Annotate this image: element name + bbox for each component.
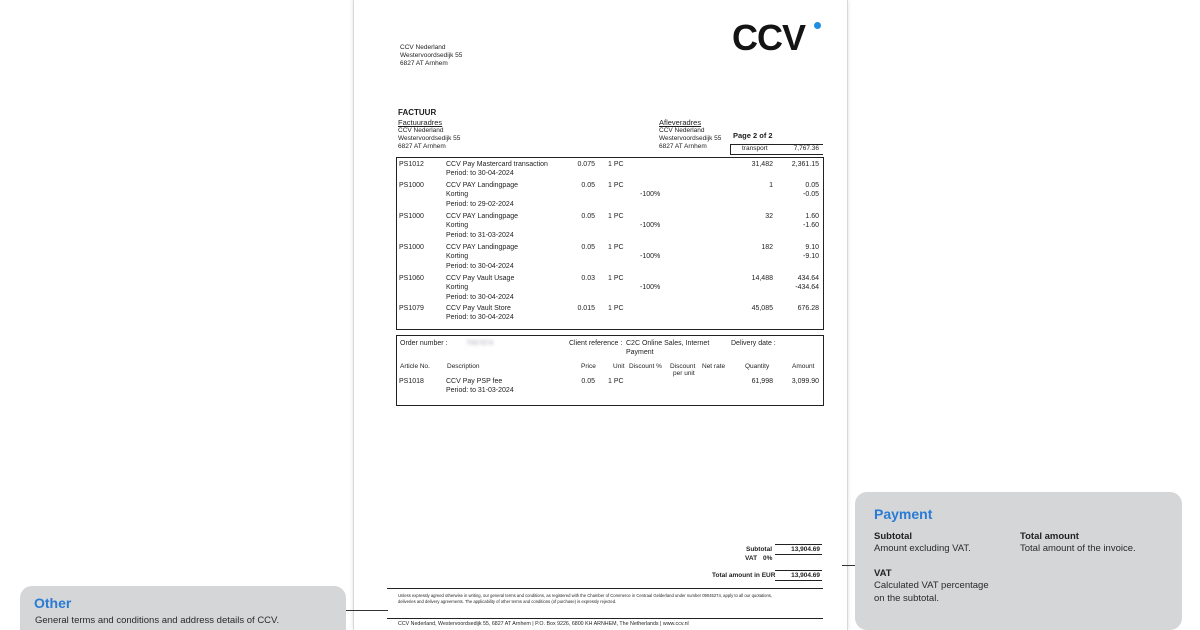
item-description-line: CCV PAY Landingpage [446,213,518,220]
item-description-line: Period: to 30-04-2024 [446,262,514,270]
header-discount-pct: Discount % [629,363,662,370]
item-amount: -434.64 [795,284,819,291]
item-quantity: 14,488 [751,275,773,282]
payment-vat-text [874,580,989,605]
item-description-line: Period: to 30-04-2024 [446,170,514,178]
item-description-line: Korting [446,191,469,199]
item-article: PS1012 [399,161,424,168]
invoice-items-table [396,157,824,330]
subtotal-value: 13,904.69 [791,546,820,553]
payment-annotation-card [855,492,1182,630]
terms-line: Unless expressly agreed otherwise in writing, our general terms and conditions, as registered with the Chamber of Commerce in Centraal Gelderland under number 09045274, apply to all our quotations, [398,593,773,598]
other-text: General terms and conditions and address details of CCV. [35,615,280,626]
delivery-line: CCV Nederland [659,127,705,134]
header-discount-unit-2: per unit [673,370,695,377]
order-item-article: PS1018 [399,378,424,385]
ccv-logo [732,17,806,58]
item-amount: -0.05 [803,191,819,198]
item-description-line: CCV Pay Vault Usage [446,275,515,282]
order-item-amount: 3,099.90 [791,378,819,385]
item-description [446,181,518,209]
item-unit: 1 PC [608,305,624,312]
terms-text [398,593,772,605]
item-description-line: Korting [446,222,469,230]
item-description-line: Korting [446,253,469,261]
item-description-line: Period: to 31-03-2024 [446,231,514,239]
order-item-description [446,377,514,396]
header-price: Price [581,363,596,370]
item-amount: 0.05 [805,182,819,189]
payment-vat-text-line: on the subtotal. [874,592,939,604]
item-quantity: 32 [765,213,773,220]
subtotal-bottom-rule [775,554,822,555]
item-amount: 676.28 [797,305,819,312]
sender-address [400,44,462,68]
transport-label: transport [742,145,768,152]
total-top-rule [775,570,822,571]
item-unit: 1 PC [608,161,624,168]
transport-value: 7,767.36 [793,145,819,152]
item-quantity: 45,085 [751,305,773,312]
order-item-description-line: Period: to 31-03-2024 [446,387,514,395]
order-number-label: Order number : [400,340,448,347]
item-price: 0.03 [581,275,595,282]
payment-title: Payment [874,506,933,522]
order-number-value [466,339,493,348]
delivery-date-label: Delivery date : [731,340,776,347]
vat-label: VAT [745,555,758,562]
subtotal-label: Subtotal [746,546,772,553]
item-description-line: CCV PAY Landingpage [446,182,518,189]
sender-line: CCV Nederland [400,44,446,51]
delivery-heading: Afleveradres [659,118,702,127]
page-number: Page 2 of 2 [733,131,773,140]
client-reference-value-cont: Payment [626,349,654,356]
item-quantity: 182 [761,244,773,251]
item-amount: -1.60 [803,222,819,229]
logo-text: CCV [732,17,806,58]
item-description-line: Korting [446,284,469,292]
payment-vat-text-line: Calculated VAT percentage [874,580,989,591]
vat-rate: 0% [763,555,773,562]
payment-total-heading: Total amount [1020,531,1079,542]
sender-line: 6827 AT Arnhem [400,60,448,67]
item-price: 0.05 [581,213,595,220]
item-price: 0.05 [581,244,595,251]
footer-top-rule [387,588,823,589]
item-description-line: Period: to 30-04-2024 [446,314,514,322]
item-description [446,304,514,323]
item-article: PS1000 [399,213,424,220]
total-bottom-rule [775,580,822,581]
client-reference-label: Client reference : [569,340,623,347]
other-annotation-card [20,586,346,630]
item-description-line: CCV PAY Landingpage [446,244,518,251]
footer-mid-rule [387,618,823,619]
item-description [446,160,548,179]
item-description-line: CCV Pay Vault Store [446,305,511,312]
item-amount: 1.60 [805,213,819,220]
item-price: 0.075 [577,161,595,168]
order-number-redacted: 7567874 [466,340,494,347]
transport-left-rule [730,144,731,154]
header-net-rate: Net rate [702,363,726,370]
item-amount: 9.10 [805,244,819,251]
payment-subtotal-heading: Subtotal [874,531,912,542]
item-unit: 1 PC [608,244,624,251]
billing-heading: Factuuradres [398,118,443,127]
billing-line: CCV Nederland [398,127,444,134]
item-price: 0.05 [581,182,595,189]
header-discount-unit: Discount [670,363,696,370]
order-details-table [396,335,824,406]
order-item-quantity: 61,998 [751,378,773,385]
item-description-line: CCV Pay Mastercard transaction [446,161,548,168]
order-item-description-line: CCV Pay PSP fee [446,378,503,385]
item-article: PS1079 [399,305,424,312]
subtotal-top-rule [775,544,822,545]
order-item-price: 0.05 [581,378,595,385]
item-description [446,243,518,271]
item-price: 0.015 [577,305,595,312]
delivery-line: 6827 AT Arnhem [659,143,707,150]
item-article: PS1000 [399,244,424,251]
item-amount: 2,361.15 [791,161,819,168]
header-description: Description [447,363,480,370]
item-unit: 1 PC [608,213,624,220]
header-unit: Unit [613,363,625,370]
other-connector [345,610,388,611]
item-article: PS1000 [399,182,424,189]
billing-line: Westervoordsedijk 55 [398,135,461,142]
delivery-address [659,118,721,151]
transport-bottom-rule [730,154,823,155]
billing-address [398,118,460,151]
item-description [446,212,518,240]
item-quantity: 31,482 [751,161,773,168]
header-quantity: Quantity [745,363,770,370]
item-discount: -100% [640,253,661,260]
item-discount: -100% [640,191,661,198]
delivery-line: Westervoordsedijk 55 [659,135,722,142]
invoice-page [353,0,848,630]
item-article: PS1060 [399,275,424,282]
item-unit: 1 PC [608,182,624,189]
other-title: Other [34,595,72,611]
item-unit: 1 PC [608,275,624,282]
item-description-line: Period: to 30-04-2024 [446,293,514,301]
item-discount: -100% [640,284,661,291]
total-value: 13,904.69 [791,572,820,579]
header-article: Article No. [400,363,430,370]
sender-line: Westervoordsedijk 55 [400,52,463,59]
terms-line: deliveries and delivery agreements. The applicability of other terms and conditions (of purchase) is expressly rejected. [398,599,617,604]
payment-vat-heading: VAT [874,568,892,579]
header-amount: Amount [792,363,815,370]
billing-line: 6827 AT Arnhem [398,143,446,150]
footer-address: CCV Nederland, Westervoordsedijk 55, 6827 AT Arnhem | P.O. Box 9226, 6800 KH ARNHEM, The Netherlands | www.ccv.nl [398,621,689,627]
logo-dot [814,22,821,29]
item-description-line: Period: to 29-02-2024 [446,200,514,208]
payment-total-text: Total amount of the invoice. [1020,543,1136,554]
document-title: FACTUUR [398,108,437,117]
client-reference-value: C2C Online Sales, Internet [626,340,710,347]
item-quantity: 1 [769,182,773,189]
item-discount: -100% [640,222,661,229]
total-label: Total amount in EUR [712,572,776,579]
order-item-unit: 1 PC [608,378,624,385]
item-amount: -9.10 [803,253,819,260]
item-description [446,274,514,302]
payment-connector [842,565,855,566]
item-amount: 434.64 [797,275,819,282]
payment-subtotal-text: Amount excluding VAT. [874,543,971,554]
